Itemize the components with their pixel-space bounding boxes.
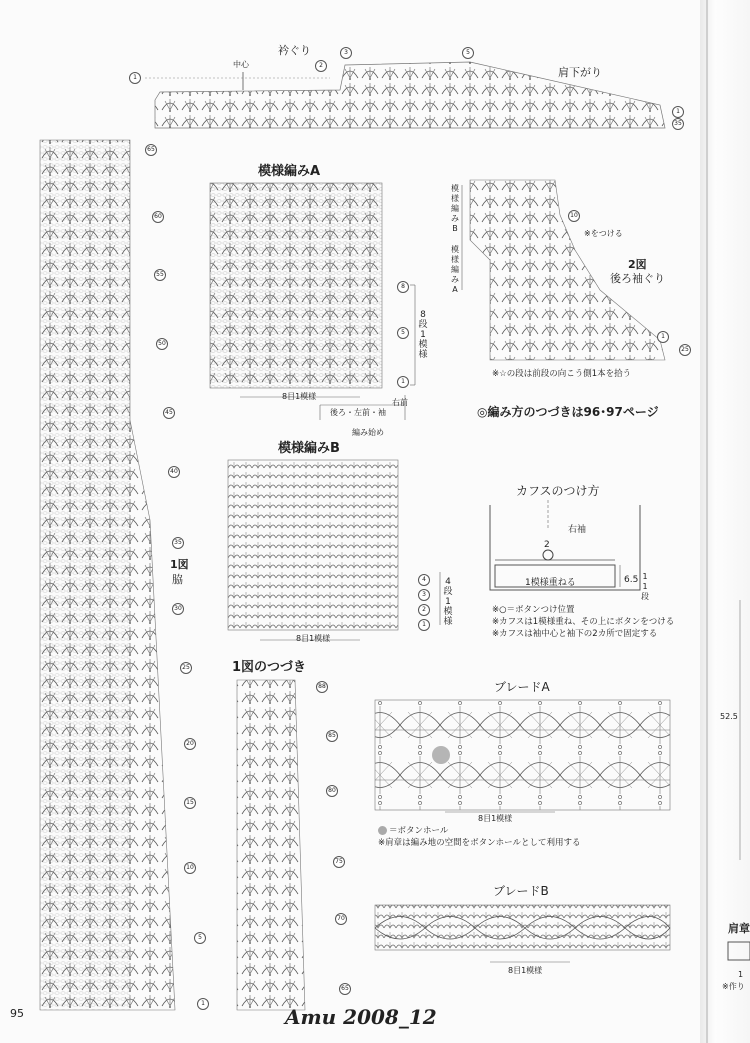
- buttonhole-marker: [432, 746, 450, 764]
- row-marker: 75: [333, 856, 345, 868]
- braid-b-repeat: 8目1模様: [508, 966, 543, 975]
- neckline-label: 衿ぐり: [278, 44, 311, 57]
- row-marker: 45: [163, 407, 175, 419]
- magazine-signature: Amu 2008_12: [285, 1005, 437, 1029]
- row-marker: 80: [326, 785, 338, 797]
- fig2-subtitle: 後ろ袖ぐり: [610, 272, 665, 285]
- right-sleeve-label: 右袖: [568, 525, 587, 535]
- braid-a-repeat: 8目1模様: [478, 814, 513, 823]
- pattern-b-title: 模様編みB: [278, 441, 340, 456]
- start-label: 編み始め: [352, 428, 384, 437]
- buttonhole-swatch-icon: [378, 826, 387, 835]
- braid-b-title: ブレードB: [493, 884, 549, 898]
- row-marker: 50: [156, 338, 168, 350]
- row-marker: 60: [152, 211, 164, 223]
- right-page-note: ※作り: [722, 982, 745, 991]
- row-marker: 8: [397, 281, 409, 293]
- epaulette-label: 肩章: [728, 922, 750, 935]
- fig2-title: 2図: [628, 258, 647, 271]
- front-label: 右前: [392, 398, 408, 407]
- center-label: 中心: [233, 60, 249, 69]
- fig1-title: 1図: [170, 558, 189, 571]
- pattern-b-stitch-repeat: 8目1模様: [296, 634, 331, 643]
- pattern-b-row-repeat: 4段1模様: [443, 577, 453, 627]
- row-marker: 1: [672, 106, 684, 118]
- continuation-note: ◎編み方のつづきは96･97ページ: [477, 405, 659, 419]
- row-marker: 65: [145, 144, 157, 156]
- braid-a-note: ※肩章は編み地の空間をボタンホールとして利用する: [378, 838, 581, 848]
- row-marker: 3: [418, 589, 430, 601]
- right-page-dimension: 52.5: [720, 712, 738, 721]
- row-marker: 2: [418, 604, 430, 616]
- fig2-pattern-a-label: 模様編みA: [451, 245, 459, 294]
- row-marker: 4: [418, 574, 430, 586]
- row-marker: 10: [184, 862, 196, 874]
- buttonhole-legend-text: ＝ボタンホール: [389, 826, 449, 836]
- row-marker: 10: [568, 210, 580, 222]
- row-marker: 55: [154, 269, 166, 281]
- row-marker: 1: [129, 72, 141, 84]
- fig2-note: ※☆の段は前段の向こう側1本を拾う: [492, 369, 632, 379]
- right-page-marker: 1: [738, 970, 744, 979]
- page-number: 95: [10, 1007, 24, 1020]
- row-marker: 15: [184, 797, 196, 809]
- pattern-a-row-repeat: 8段1模様: [418, 310, 428, 360]
- row-marker: 35: [672, 118, 684, 130]
- cuff-rows: 11段: [641, 572, 649, 601]
- row-marker: 5: [194, 932, 206, 944]
- row-marker: 40: [168, 466, 180, 478]
- overlap-label: 1模様重ねる: [525, 578, 576, 588]
- row-marker: 3: [340, 47, 352, 59]
- pattern-a-stitch-repeat: 8目1模様: [282, 392, 317, 401]
- cuff-note-2: ※カフスは1模様重ね、その上にボタンをつける: [492, 617, 675, 627]
- row-marker: 1: [418, 619, 430, 631]
- braid-a-title: ブレードA: [494, 680, 550, 694]
- cuff-width: 6.5: [624, 575, 639, 585]
- row-marker: 35: [172, 537, 184, 549]
- fig2-pattern-b-label: 模様編みB: [451, 184, 459, 233]
- row-marker: 25: [679, 344, 691, 356]
- shoulder-slope-label: 肩下がり: [558, 66, 602, 79]
- cuff-note-1: ※○＝ボタンつけ位置: [492, 605, 575, 615]
- row-marker: 5: [397, 327, 409, 339]
- buttonhole-legend: [378, 826, 448, 837]
- fig1-subtitle: 脇: [172, 573, 183, 586]
- back-label: 後ろ・左前・袖: [330, 408, 386, 417]
- row-marker: 85: [326, 730, 338, 742]
- cuff-marker: 2: [544, 540, 550, 550]
- row-marker: 5: [462, 47, 474, 59]
- row-marker: 1: [657, 331, 669, 343]
- pattern-a-title: 模様編みA: [258, 164, 321, 179]
- row-marker: 88: [316, 681, 328, 693]
- fig1-continuation-title: 1図のつづき: [232, 660, 307, 675]
- cuff-note-3: ※カフスは袖中心と袖下の2カ所で固定する: [492, 629, 658, 639]
- row-marker: 65: [339, 983, 351, 995]
- row-marker: 70: [335, 913, 347, 925]
- row-marker: 2: [315, 60, 327, 72]
- row-marker: 25: [180, 662, 192, 674]
- cuff-title: カフスのつけ方: [516, 484, 600, 498]
- row-marker: 1: [197, 998, 209, 1010]
- row-marker: 1: [397, 376, 409, 388]
- row-marker: 20: [184, 738, 196, 750]
- fig2-attach-note: ※をつける: [584, 229, 623, 238]
- row-marker: 30: [172, 603, 184, 615]
